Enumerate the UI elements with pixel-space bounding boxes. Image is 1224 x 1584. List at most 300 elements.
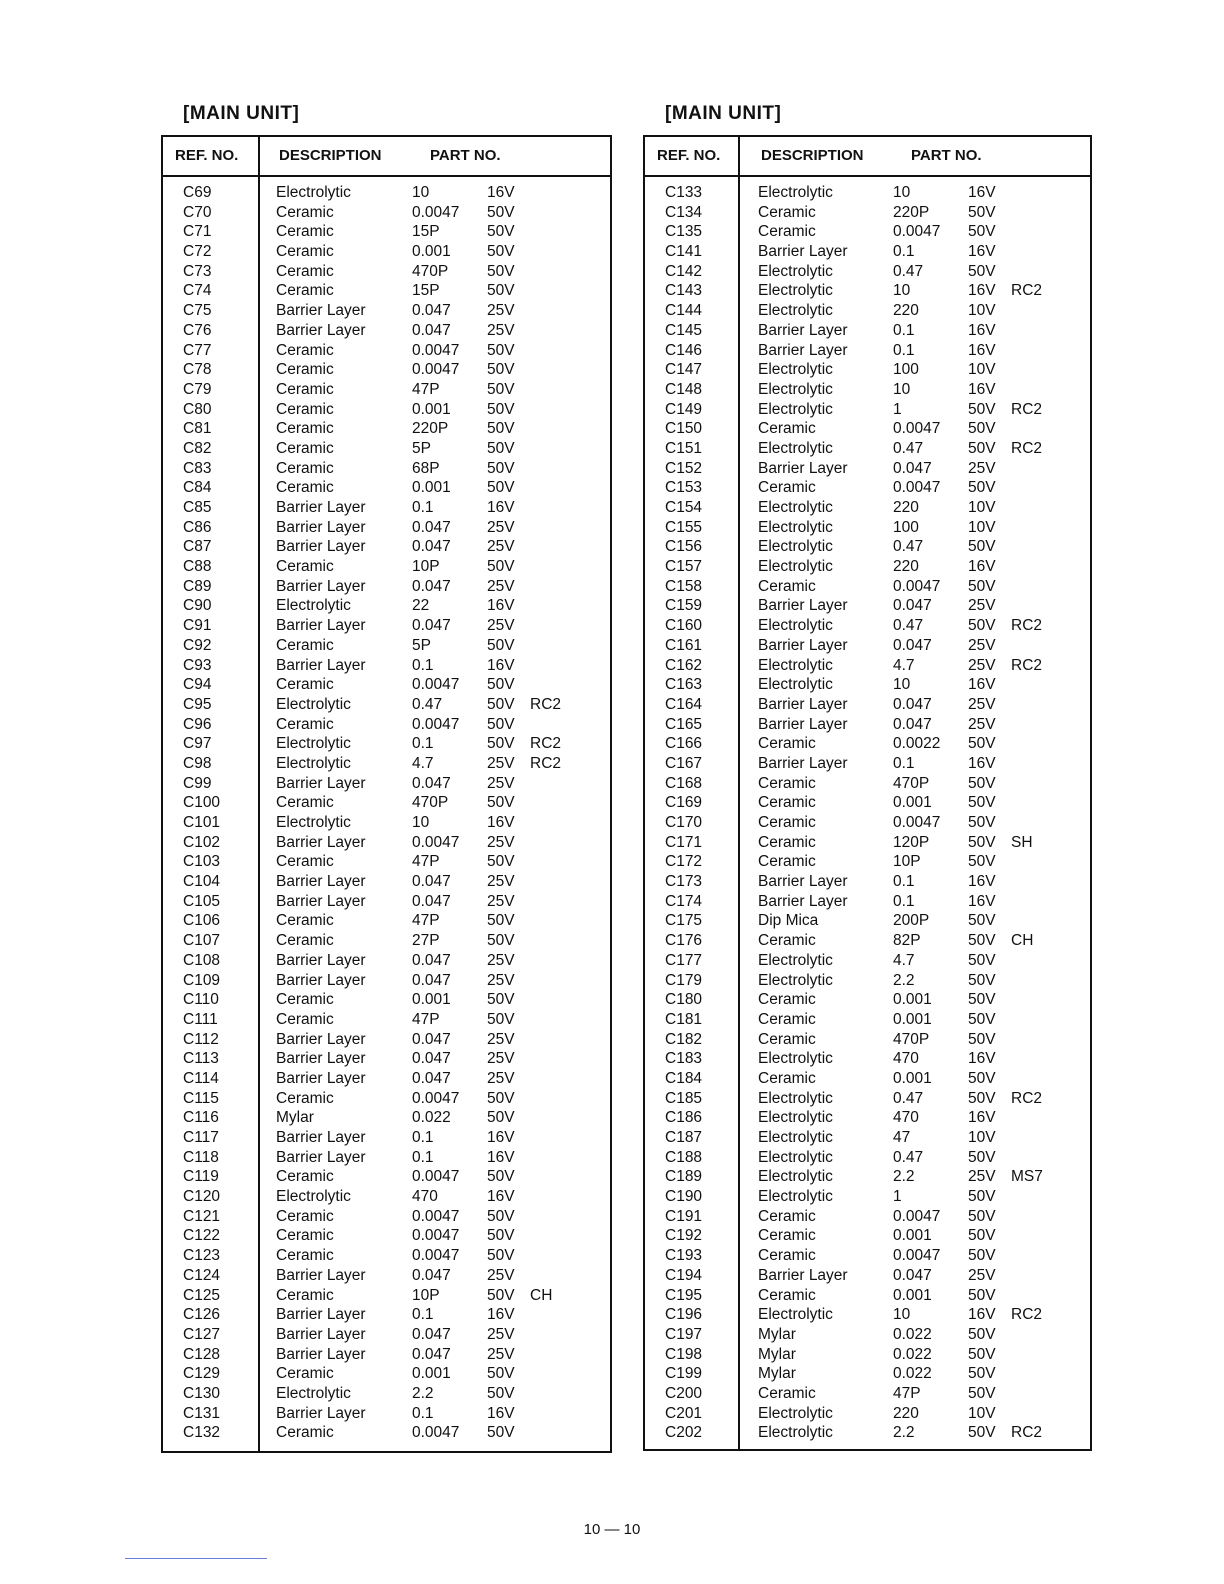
voltage-cell: 50V	[968, 1010, 996, 1028]
voltage-cell: 50V	[487, 203, 515, 221]
value-cell: 0.047	[893, 597, 932, 615]
table-row	[645, 1167, 1090, 1187]
description-cell: Barrier Layer	[276, 302, 366, 320]
voltage-cell: 16V	[487, 1188, 515, 1206]
description-cell: Electrolytic	[276, 814, 351, 831]
table-row	[645, 951, 1090, 971]
description-cell: Barrier Layer	[758, 695, 848, 713]
description-cell: Barrier Layer	[276, 1306, 366, 1324]
ref-no-cell: C128	[183, 1345, 221, 1363]
table-row	[645, 1069, 1090, 1089]
description-cell: Electrolytic	[758, 971, 833, 989]
description-cell: Barrier Layer	[276, 499, 366, 516]
remark-cell: RC2	[1011, 439, 1043, 457]
voltage-cell: 50V	[487, 735, 515, 753]
ref-no-cell: C176	[665, 932, 703, 950]
table-row	[163, 656, 610, 676]
voltage-cell: 50V	[968, 262, 996, 280]
ref-no-cell: C182	[665, 1030, 703, 1048]
value-cell: 0.047	[412, 892, 451, 910]
table-row	[163, 183, 610, 203]
description-cell: Electrolytic	[276, 1384, 351, 1402]
description-cell: Ceramic	[758, 479, 816, 497]
value-cell: 0.001	[893, 1286, 932, 1304]
ref-no-cell: C194	[665, 1266, 703, 1284]
voltage-cell: 16V	[487, 597, 515, 615]
table-row	[163, 341, 610, 361]
description-cell: Ceramic	[758, 420, 816, 438]
description-cell: Electrolytic	[758, 656, 833, 674]
ref-no-cell: C74	[183, 282, 212, 300]
value-cell: 10P	[893, 853, 921, 871]
value-cell: 0.1	[412, 735, 434, 753]
ref-no-cell: C106	[183, 912, 221, 930]
voltage-cell: 50V	[487, 1227, 515, 1245]
table-row	[163, 596, 610, 616]
value-cell: 0.047	[412, 1030, 451, 1048]
table-row	[645, 1305, 1090, 1325]
description-cell: Ceramic	[276, 1089, 334, 1107]
table-row	[163, 616, 610, 636]
ref-no-cell: C130	[183, 1384, 221, 1402]
voltage-cell: 16V	[968, 892, 996, 910]
ref-no-cell: C173	[665, 873, 703, 891]
voltage-cell: 25V	[968, 459, 996, 477]
table-row	[163, 557, 610, 577]
description-cell: Ceramic	[276, 282, 334, 300]
value-cell: 47P	[412, 912, 440, 930]
ref-no-cell: C105	[183, 892, 221, 910]
table-row	[163, 754, 610, 774]
value-cell: 0.047	[893, 459, 932, 477]
footnote-rule	[125, 1558, 267, 1559]
voltage-cell: 50V	[487, 636, 515, 654]
description-cell: Mylar	[758, 1325, 796, 1343]
voltage-cell: 16V	[487, 1404, 515, 1422]
description-header: DESCRIPTION	[761, 147, 864, 164]
voltage-cell: 50V	[968, 1207, 996, 1225]
description-cell: Electrolytic	[758, 361, 833, 379]
value-cell: 0.047	[412, 1325, 451, 1343]
table-row	[163, 1404, 610, 1424]
ref-no-cell: C190	[665, 1188, 703, 1206]
table-row	[645, 1207, 1090, 1227]
value-cell: 0.047	[412, 577, 451, 595]
ref-no-cell: C120	[183, 1188, 221, 1206]
table-row	[645, 596, 1090, 616]
table-row	[645, 419, 1090, 439]
ref-no-cell: C166	[665, 735, 703, 753]
ref-no-cell: C123	[183, 1247, 221, 1265]
table-row	[645, 1246, 1090, 1266]
description-cell: Ceramic	[276, 243, 334, 261]
value-cell: 0.001	[412, 400, 451, 418]
voltage-cell: 50V	[968, 932, 996, 950]
description-cell: Ceramic	[276, 380, 334, 398]
table-row	[645, 1404, 1090, 1424]
table-row	[163, 478, 610, 498]
table-row	[163, 262, 610, 282]
voltage-cell: 50V	[487, 380, 515, 398]
description-cell: Barrier Layer	[758, 243, 848, 261]
table-row	[645, 242, 1090, 262]
voltage-cell: 50V	[487, 991, 515, 1009]
description-cell: Ceramic	[758, 735, 816, 753]
description-cell: Ceramic	[758, 794, 816, 812]
description-cell: Ceramic	[276, 991, 334, 1009]
voltage-cell: 25V	[968, 1168, 996, 1186]
voltage-cell: 50V	[487, 715, 515, 733]
voltage-cell: 50V	[487, 479, 515, 497]
table-row	[163, 1108, 610, 1128]
value-cell: 220	[893, 1404, 919, 1422]
table-row	[163, 636, 610, 656]
description-cell: Barrier Layer	[276, 321, 366, 339]
table-body	[163, 183, 610, 1443]
value-cell: 100	[893, 518, 919, 536]
voltage-cell: 10V	[968, 499, 996, 516]
table-row	[163, 1325, 610, 1345]
table-row	[163, 1384, 610, 1404]
voltage-cell: 50V	[968, 1227, 996, 1245]
table-row	[163, 931, 610, 951]
table-row	[163, 1128, 610, 1148]
description-cell: Barrier Layer	[276, 1266, 366, 1284]
value-cell: 0.0047	[893, 814, 941, 831]
ref-no-cell: C134	[665, 203, 703, 221]
table-row	[645, 833, 1090, 853]
ref-no-cell: C202	[665, 1424, 703, 1442]
description-cell: Electrolytic	[276, 1188, 351, 1206]
description-cell: Ceramic	[276, 636, 334, 654]
table-row	[163, 1266, 610, 1286]
value-cell: 0.047	[412, 971, 451, 989]
ref-no-cell: C109	[183, 971, 221, 989]
ref-no-cell: C121	[183, 1207, 221, 1225]
description-cell: Barrier Layer	[276, 1345, 366, 1363]
voltage-cell: 10V	[968, 1129, 996, 1146]
ref-no-cell: C104	[183, 873, 221, 891]
voltage-cell: 25V	[968, 636, 996, 654]
value-cell: 0.0047	[412, 1207, 460, 1225]
ref-no-cell: C91	[183, 617, 212, 635]
table-row	[645, 400, 1090, 420]
description-cell: Ceramic	[758, 1286, 816, 1304]
value-cell: 0.47	[412, 695, 443, 713]
value-cell: 220	[893, 302, 919, 320]
value-cell: 0.022	[893, 1345, 932, 1363]
description-cell: Electrolytic	[758, 282, 833, 300]
page-number: 10 — 10	[583, 1521, 641, 1538]
table-row	[163, 1049, 610, 1069]
description-cell: Electrolytic	[758, 184, 833, 201]
ref-no-cell: C70	[183, 203, 212, 221]
voltage-cell: 16V	[968, 184, 996, 201]
ref-no-cell: C87	[183, 538, 212, 556]
value-cell: 10	[893, 282, 911, 300]
voltage-cell: 16V	[968, 1306, 996, 1324]
description-cell: Barrier Layer	[276, 617, 366, 635]
ref-no-cell: C167	[665, 754, 703, 772]
ref-no-cell: C97	[183, 735, 212, 753]
table-row	[645, 636, 1090, 656]
description-cell: Barrier Layer	[276, 774, 366, 792]
value-cell: 0.047	[893, 1266, 932, 1284]
table-row	[163, 537, 610, 557]
description-cell: Electrolytic	[276, 597, 351, 615]
ref-no-header: REF. NO.	[175, 147, 239, 164]
ref-no-cell: C153	[665, 479, 703, 497]
value-cell: 0.047	[412, 774, 451, 792]
voltage-cell: 50V	[487, 695, 515, 713]
table-row	[163, 892, 610, 912]
table-row	[645, 518, 1090, 538]
voltage-cell: 16V	[968, 558, 996, 576]
value-cell: 0.0047	[412, 676, 460, 694]
value-cell: 47P	[412, 1010, 440, 1028]
ref-no-cell: C95	[183, 695, 212, 713]
voltage-cell: 10V	[968, 518, 996, 536]
description-cell: Ceramic	[758, 223, 816, 241]
table-row	[645, 1128, 1090, 1148]
voltage-cell: 25V	[968, 695, 996, 713]
table-row	[163, 1069, 610, 1089]
ref-no-cell: C148	[665, 380, 703, 398]
description-cell: Barrier Layer	[276, 1069, 366, 1087]
table-row	[645, 675, 1090, 695]
ref-no-cell: C122	[183, 1227, 221, 1245]
table-row	[163, 281, 610, 301]
table-row	[163, 1226, 610, 1246]
table-row	[645, 616, 1090, 636]
description-cell: Ceramic	[276, 479, 334, 497]
description-cell: Electrolytic	[758, 1129, 833, 1146]
description-cell: Mylar	[758, 1365, 796, 1383]
ref-no-cell: C169	[665, 794, 703, 812]
value-cell: 0.0047	[893, 420, 941, 438]
remark-cell: MS7	[1011, 1168, 1043, 1186]
description-cell: Barrier Layer	[276, 518, 366, 536]
value-cell: 0.047	[412, 518, 451, 536]
ref-no-cell: C78	[183, 361, 212, 379]
value-cell: 0.1	[412, 1148, 434, 1166]
table-row	[163, 1089, 610, 1109]
voltage-cell: 25V	[487, 1345, 515, 1363]
ref-no-cell: C192	[665, 1227, 703, 1245]
value-cell: 0.047	[412, 1266, 451, 1284]
description-cell: Barrier Layer	[758, 715, 848, 733]
voltage-cell: 50V	[487, 223, 515, 241]
value-cell: 0.47	[893, 439, 924, 457]
table-row	[163, 1246, 610, 1266]
table-row	[163, 675, 610, 695]
voltage-cell: 50V	[487, 400, 515, 418]
description-cell: Ceramic	[758, 1384, 816, 1402]
value-cell: 0.001	[893, 1227, 932, 1245]
voltage-cell: 50V	[968, 735, 996, 753]
ref-no-cell: C118	[183, 1148, 219, 1166]
value-cell: 0.047	[412, 321, 451, 339]
value-cell: 0.047	[893, 695, 932, 713]
table-row	[645, 911, 1090, 931]
table-row	[645, 872, 1090, 892]
ref-no-cell: C110	[183, 991, 219, 1009]
ref-no-cell: C164	[665, 695, 703, 713]
value-cell: 0.047	[893, 636, 932, 654]
ref-no-cell: C119	[183, 1168, 219, 1186]
description-cell: Electrolytic	[758, 302, 833, 320]
value-cell: 0.1	[893, 754, 915, 772]
ref-no-cell: C154	[665, 499, 703, 516]
value-cell: 10	[412, 814, 430, 831]
table-row	[163, 439, 610, 459]
voltage-cell: 25V	[968, 1266, 996, 1284]
value-cell: 0.047	[412, 538, 451, 556]
value-cell: 120P	[893, 833, 930, 851]
value-cell: 0.047	[412, 951, 451, 969]
voltage-cell: 50V	[487, 420, 515, 438]
ref-no-cell: C189	[665, 1168, 703, 1186]
ref-no-cell: C155	[665, 518, 703, 536]
value-cell: 10	[412, 184, 430, 201]
value-cell: 0.0047	[893, 1207, 941, 1225]
voltage-cell: 50V	[968, 991, 996, 1009]
description-cell: Ceramic	[758, 1069, 816, 1087]
voltage-cell: 50V	[487, 1089, 515, 1107]
description-cell: Barrier Layer	[758, 873, 848, 891]
value-cell: 0.0047	[412, 203, 460, 221]
left-section-title: [MAIN UNIT]	[183, 103, 300, 124]
description-cell: Ceramic	[758, 1207, 816, 1225]
value-cell: 1	[893, 400, 902, 418]
description-cell: Electrolytic	[276, 184, 351, 201]
table-row	[645, 1010, 1090, 1030]
ref-no-cell: C129	[183, 1365, 221, 1383]
ref-no-cell: C86	[183, 518, 212, 536]
description-cell: Barrier Layer	[758, 636, 848, 654]
value-cell: 0.1	[412, 1306, 434, 1324]
description-cell: Ceramic	[758, 577, 816, 595]
value-cell: 2.2	[893, 1424, 915, 1442]
value-cell: 0.047	[412, 617, 451, 635]
value-cell: 2.2	[893, 971, 915, 989]
ref-no-cell: C85	[183, 499, 212, 516]
description-cell: Ceramic	[276, 715, 334, 733]
table-row	[163, 1423, 610, 1443]
ref-no-cell: C131	[183, 1404, 221, 1422]
voltage-cell: 50V	[968, 1424, 996, 1442]
voltage-cell: 50V	[968, 1148, 996, 1166]
description-cell: Ceramic	[276, 262, 334, 280]
value-cell: 0.001	[893, 991, 932, 1009]
voltage-cell: 50V	[487, 912, 515, 930]
description-cell: Electrolytic	[758, 1148, 833, 1166]
table-row	[645, 360, 1090, 380]
ref-no-cell: C196	[665, 1306, 703, 1324]
voltage-cell: 50V	[487, 1247, 515, 1265]
voltage-cell: 25V	[487, 754, 515, 772]
voltage-cell: 25V	[487, 873, 515, 891]
description-cell: Electrolytic	[758, 1306, 833, 1324]
ref-no-cell: C132	[183, 1424, 221, 1442]
voltage-cell: 50V	[487, 794, 515, 812]
table-row	[645, 498, 1090, 518]
voltage-cell: 25V	[487, 538, 515, 556]
voltage-cell: 25V	[968, 715, 996, 733]
description-cell: Ceramic	[276, 459, 334, 477]
value-cell: 4.7	[412, 754, 434, 772]
value-cell: 0.0022	[893, 735, 941, 753]
table-row	[163, 734, 610, 754]
voltage-cell: 50V	[487, 932, 515, 950]
value-cell: 0.001	[893, 1069, 932, 1087]
ref-no-cell: C174	[665, 892, 703, 910]
table-row	[645, 1325, 1090, 1345]
table-row	[163, 1305, 610, 1325]
table-row	[163, 400, 610, 420]
table-row	[163, 498, 610, 518]
value-cell: 0.047	[412, 302, 451, 320]
value-cell: 10	[893, 676, 911, 694]
description-cell: Ceramic	[758, 991, 816, 1009]
ref-no-cell: C101	[183, 814, 221, 831]
table-row	[645, 656, 1090, 676]
ref-no-cell: C168	[665, 774, 703, 792]
description-cell: Ceramic	[276, 1424, 334, 1442]
value-cell: 0.0047	[412, 1089, 460, 1107]
ref-no-cell: C98	[183, 754, 212, 772]
ref-no-cell: C179	[665, 971, 703, 989]
value-cell: 0.0047	[893, 1247, 941, 1265]
ref-no-cell: C99	[183, 774, 212, 792]
remark-cell: RC2	[1011, 617, 1043, 635]
voltage-cell: 16V	[968, 873, 996, 891]
ref-no-cell: C152	[665, 459, 703, 477]
value-cell: 0.47	[893, 262, 924, 280]
voltage-cell: 25V	[487, 1050, 515, 1068]
value-cell: 0.47	[893, 1148, 924, 1166]
voltage-cell: 50V	[968, 951, 996, 969]
table-row	[645, 1266, 1090, 1286]
table-row	[163, 1345, 610, 1365]
voltage-cell: 50V	[968, 420, 996, 438]
ref-no-cell: C180	[665, 991, 703, 1009]
description-cell: Barrier Layer	[276, 833, 366, 851]
description-cell: Ceramic	[276, 1286, 334, 1304]
voltage-cell: 16V	[487, 184, 515, 201]
value-cell: 0.001	[412, 243, 451, 261]
voltage-cell: 16V	[968, 321, 996, 339]
ref-no-cell: C83	[183, 459, 212, 477]
voltage-cell: 10V	[968, 361, 996, 379]
ref-no-cell: C171	[665, 833, 703, 851]
remark-cell: RC2	[1011, 656, 1043, 674]
value-cell: 0.47	[893, 538, 924, 556]
ref-no-cell: C127	[183, 1325, 221, 1343]
ref-no-cell: C90	[183, 597, 212, 615]
ref-no-cell: C195	[665, 1286, 703, 1304]
table-row	[645, 577, 1090, 597]
ref-no-cell: C198	[665, 1345, 703, 1363]
description-cell: Electrolytic	[758, 1050, 833, 1068]
voltage-cell: 16V	[968, 380, 996, 398]
remark-cell: RC2	[530, 735, 562, 753]
table-row	[645, 183, 1090, 203]
description-header: DESCRIPTION	[279, 147, 382, 164]
voltage-cell: 50V	[487, 282, 515, 300]
value-cell: 470P	[893, 774, 930, 792]
value-cell: 100	[893, 361, 919, 379]
